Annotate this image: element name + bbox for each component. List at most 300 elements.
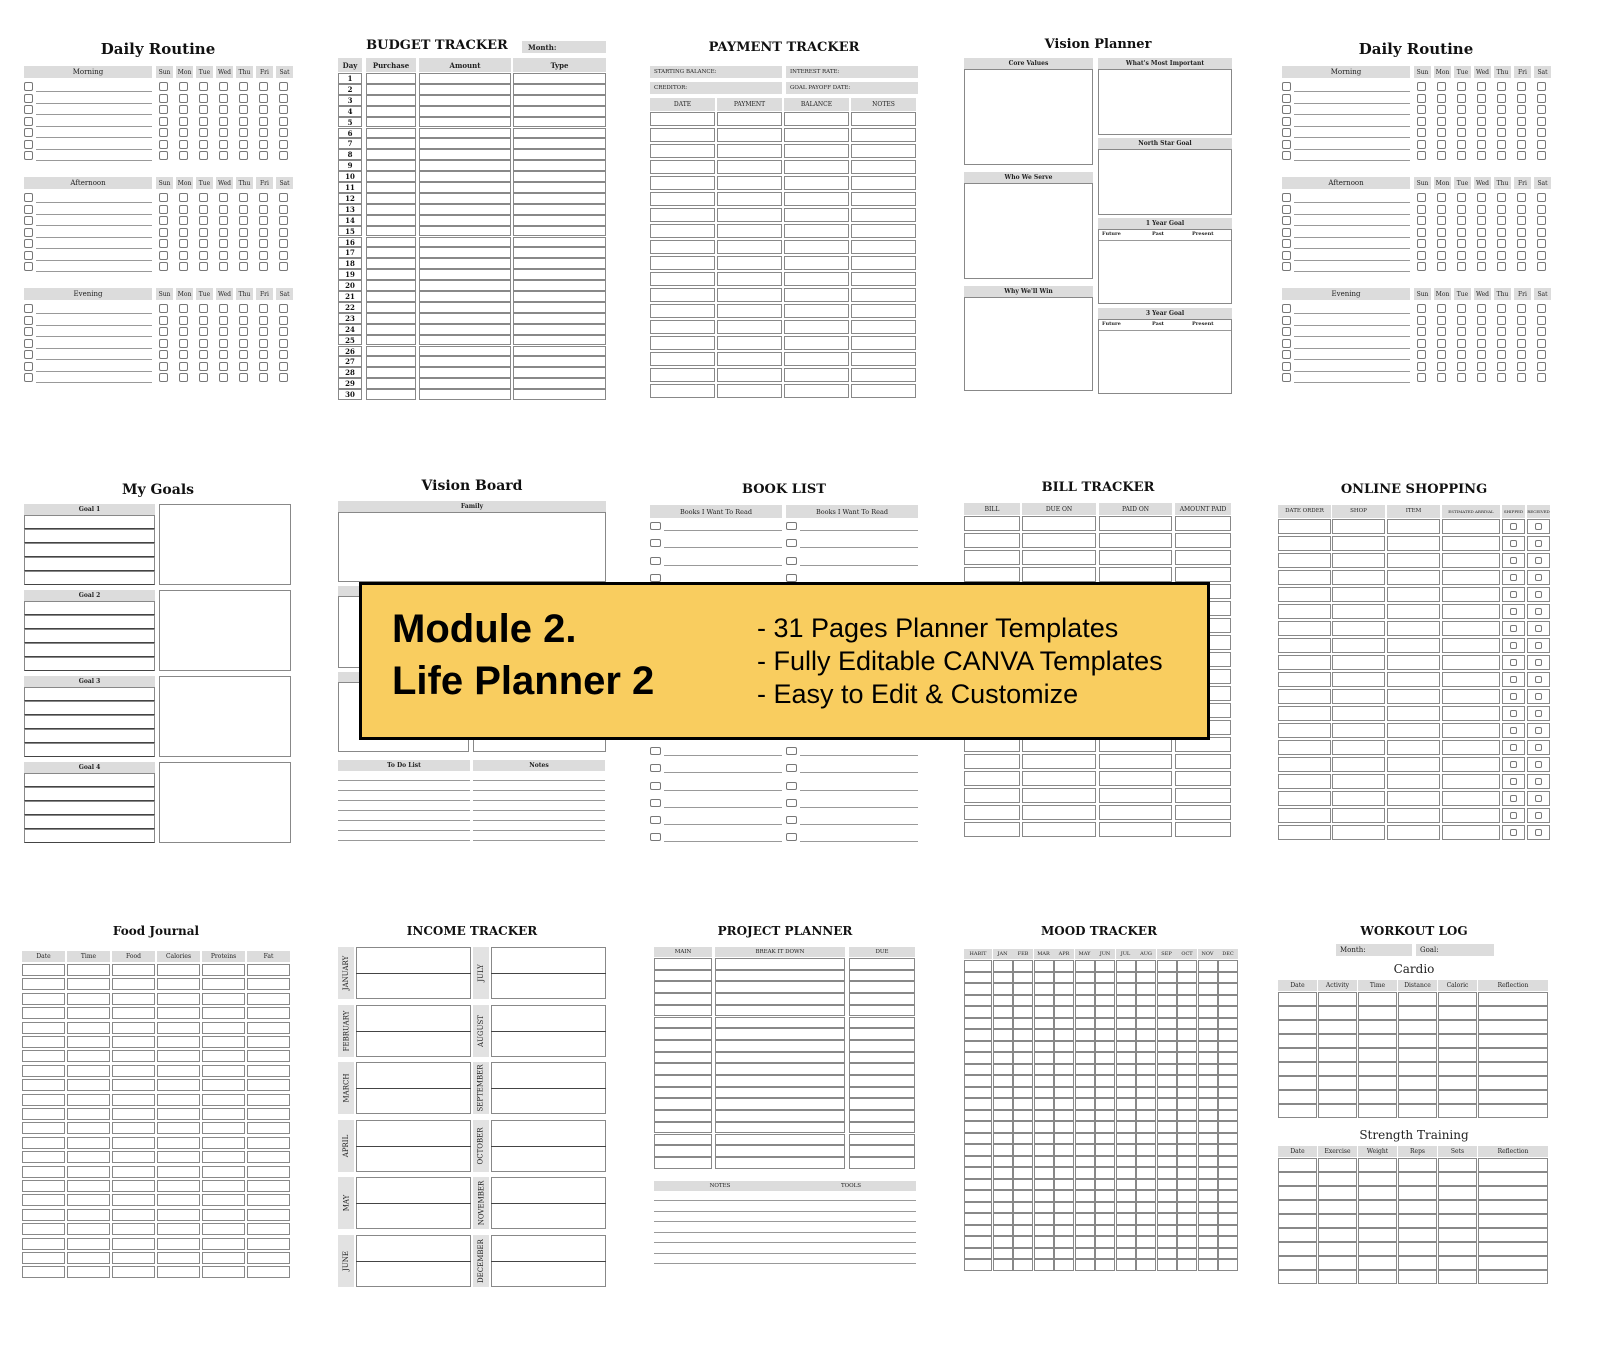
food-cell[interactable] <box>22 1194 65 1206</box>
task-checkbox[interactable] <box>24 239 33 248</box>
day-checkbox[interactable] <box>179 205 188 214</box>
day-checkbox[interactable] <box>239 316 248 325</box>
mood-cell[interactable] <box>1054 1098 1074 1110</box>
day-checkbox[interactable] <box>219 362 228 371</box>
strength-cell[interactable] <box>1358 1270 1397 1284</box>
day-checkbox[interactable] <box>1437 350 1446 359</box>
budget-cell[interactable] <box>513 291 606 302</box>
project-cell[interactable] <box>654 1075 712 1087</box>
project-cell[interactable] <box>849 1052 915 1064</box>
budget-cell[interactable] <box>366 335 416 346</box>
budget-cell[interactable] <box>513 106 606 117</box>
mood-cell[interactable] <box>1157 1018 1177 1030</box>
status-checkbox[interactable] <box>1510 761 1517 768</box>
goal-line[interactable] <box>24 687 155 701</box>
mood-cell[interactable] <box>1054 1052 1074 1064</box>
bill-cell[interactable] <box>1099 754 1172 769</box>
payment-cell[interactable] <box>650 256 715 270</box>
budget-cell[interactable] <box>513 128 606 139</box>
project-cell[interactable] <box>715 1087 845 1099</box>
mood-cell[interactable] <box>1054 1213 1074 1225</box>
food-cell[interactable] <box>22 1151 65 1163</box>
project-cell[interactable] <box>715 1063 845 1075</box>
project-cell[interactable] <box>715 1017 845 1029</box>
book-line[interactable] <box>800 824 918 825</box>
food-cell[interactable] <box>112 978 155 990</box>
day-checkbox[interactable] <box>219 327 228 336</box>
shopping-cell[interactable] <box>1332 740 1385 755</box>
project-cell[interactable] <box>715 1005 845 1017</box>
payment-cell[interactable] <box>717 176 782 190</box>
day-checkbox[interactable] <box>1497 193 1506 202</box>
bill-cell[interactable] <box>1022 822 1096 837</box>
payment-cell[interactable] <box>784 368 849 382</box>
mood-cell[interactable] <box>1013 1144 1033 1156</box>
mood-cell[interactable] <box>1013 1156 1033 1168</box>
day-checkbox[interactable] <box>199 339 208 348</box>
food-cell[interactable] <box>157 1194 200 1206</box>
day-checkbox[interactable] <box>1437 151 1446 160</box>
mood-cell[interactable] <box>1198 1156 1218 1168</box>
day-checkbox[interactable] <box>219 128 228 137</box>
day-checkbox[interactable] <box>199 151 208 160</box>
day-checkbox[interactable] <box>1457 228 1466 237</box>
day-checkbox[interactable] <box>1497 339 1506 348</box>
mood-cell[interactable] <box>993 1225 1013 1237</box>
shopping-cell[interactable] <box>1332 825 1385 840</box>
mood-cell[interactable] <box>1198 1041 1218 1053</box>
budget-cell[interactable] <box>513 160 606 171</box>
day-checkbox[interactable] <box>1517 339 1526 348</box>
day-checkbox[interactable] <box>159 117 168 126</box>
strength-cell[interactable] <box>1478 1214 1548 1228</box>
mood-cell[interactable] <box>1034 1202 1054 1214</box>
day-checkbox[interactable] <box>1457 128 1466 137</box>
food-cell[interactable] <box>247 1252 290 1264</box>
strength-cell[interactable] <box>1478 1270 1548 1284</box>
shopping-cell[interactable] <box>1442 808 1500 823</box>
bill-cell[interactable] <box>964 788 1020 803</box>
month-field[interactable]: Month: <box>522 41 606 53</box>
shopping-cell[interactable] <box>1278 774 1331 789</box>
mood-cell[interactable] <box>1136 1259 1156 1271</box>
book-checkbox[interactable] <box>786 816 797 824</box>
mood-cell[interactable] <box>1095 972 1115 984</box>
mood-cell[interactable] <box>1136 1213 1156 1225</box>
day-checkbox[interactable] <box>1477 251 1486 260</box>
mood-cell[interactable] <box>1136 972 1156 984</box>
mood-cell[interactable] <box>1198 1167 1218 1179</box>
mood-cell[interactable] <box>993 1006 1013 1018</box>
strength-cell[interactable] <box>1358 1172 1397 1186</box>
mood-cell[interactable] <box>1116 1167 1136 1179</box>
mood-cell[interactable] <box>1095 1018 1115 1030</box>
mood-cell[interactable] <box>1095 1259 1115 1271</box>
day-checkbox[interactable] <box>1437 262 1446 271</box>
day-checkbox[interactable] <box>259 327 268 336</box>
day-checkbox[interactable] <box>1517 94 1526 103</box>
task-checkbox[interactable] <box>24 105 33 114</box>
food-cell[interactable] <box>157 964 200 976</box>
mood-cell[interactable] <box>1198 1121 1218 1133</box>
mood-cell[interactable] <box>1013 1179 1033 1191</box>
mood-cell[interactable] <box>1177 1075 1197 1087</box>
food-cell[interactable] <box>67 1036 110 1048</box>
mood-cell[interactable] <box>1157 1190 1177 1202</box>
budget-cell[interactable] <box>366 73 416 84</box>
day-checkbox[interactable] <box>1477 82 1486 91</box>
day-checkbox[interactable] <box>159 128 168 137</box>
budget-cell[interactable] <box>419 73 511 84</box>
day-checkbox[interactable] <box>199 117 208 126</box>
shopping-cell[interactable] <box>1387 689 1440 704</box>
day-checkbox[interactable] <box>219 216 228 225</box>
day-checkbox[interactable] <box>179 339 188 348</box>
book-line[interactable] <box>800 841 918 842</box>
day-checkbox[interactable] <box>1437 373 1446 382</box>
project-cell[interactable] <box>654 1028 712 1040</box>
project-cell[interactable] <box>654 1063 712 1075</box>
budget-cell[interactable] <box>366 128 416 139</box>
writing-line[interactable] <box>473 800 605 801</box>
day-checkbox[interactable] <box>1457 362 1466 371</box>
food-cell[interactable] <box>247 1007 290 1019</box>
task-line[interactable] <box>1294 214 1410 215</box>
mood-cell[interactable] <box>1054 972 1074 984</box>
project-cell[interactable] <box>715 981 845 993</box>
budget-cell[interactable] <box>513 313 606 324</box>
mood-cell[interactable] <box>1198 1259 1218 1271</box>
shopping-cell[interactable] <box>1332 706 1385 721</box>
food-cell[interactable] <box>157 1050 200 1062</box>
mood-cell[interactable] <box>1136 1190 1156 1202</box>
book-line[interactable] <box>800 772 918 773</box>
day-checkbox[interactable] <box>259 128 268 137</box>
task-line[interactable] <box>1294 126 1410 127</box>
shopping-cell[interactable] <box>1278 553 1331 568</box>
day-checkbox[interactable] <box>239 151 248 160</box>
cardio-cell[interactable] <box>1318 1048 1357 1062</box>
project-cell[interactable] <box>849 970 915 982</box>
budget-cell[interactable] <box>419 193 511 204</box>
day-checkbox[interactable] <box>219 193 228 202</box>
mood-cell[interactable] <box>1177 1018 1197 1030</box>
day-checkbox[interactable] <box>159 339 168 348</box>
status-checkbox[interactable] <box>1535 812 1542 819</box>
mood-cell[interactable] <box>1157 1029 1177 1041</box>
shopping-cell[interactable] <box>1442 689 1500 704</box>
mood-cell[interactable] <box>1116 995 1136 1007</box>
mood-cell[interactable] <box>1075 1041 1095 1053</box>
food-cell[interactable] <box>247 1050 290 1062</box>
shopping-cell[interactable] <box>1387 740 1440 755</box>
bill-cell[interactable] <box>1175 788 1231 803</box>
budget-cell[interactable] <box>513 389 606 400</box>
task-line[interactable] <box>1294 313 1410 314</box>
mood-cell[interactable] <box>1013 1121 1033 1133</box>
project-cell[interactable] <box>654 1052 712 1064</box>
project-cell[interactable] <box>715 993 845 1005</box>
writing-line[interactable] <box>654 1232 786 1233</box>
mood-cell[interactable] <box>1075 1064 1095 1076</box>
shopping-cell[interactable] <box>1387 808 1440 823</box>
status-checkbox[interactable] <box>1535 744 1542 751</box>
day-checkbox[interactable] <box>1517 228 1526 237</box>
strength-cell[interactable] <box>1478 1228 1548 1242</box>
mood-cell[interactable] <box>1157 1041 1177 1053</box>
day-checkbox[interactable] <box>1457 239 1466 248</box>
book-line[interactable] <box>800 790 918 791</box>
mood-cell[interactable] <box>1116 1213 1136 1225</box>
mood-cell[interactable] <box>1157 1133 1177 1145</box>
food-cell[interactable] <box>22 1223 65 1235</box>
food-cell[interactable] <box>67 1238 110 1250</box>
mood-cell[interactable] <box>1116 1190 1136 1202</box>
budget-cell[interactable] <box>366 367 416 378</box>
day-checkbox[interactable] <box>1517 362 1526 371</box>
writing-line[interactable] <box>473 780 605 781</box>
task-checkbox[interactable] <box>24 362 33 371</box>
day-checkbox[interactable] <box>199 216 208 225</box>
mood-cell[interactable] <box>1198 1213 1218 1225</box>
strength-cell[interactable] <box>1318 1172 1357 1186</box>
mood-cell[interactable] <box>1054 1167 1074 1179</box>
day-checkbox[interactable] <box>1457 262 1466 271</box>
day-checkbox[interactable] <box>1537 216 1546 225</box>
day-checkbox[interactable] <box>1417 304 1426 313</box>
day-checkbox[interactable] <box>1497 350 1506 359</box>
mood-cell[interactable] <box>1034 1006 1054 1018</box>
mood-cell[interactable] <box>1116 1259 1136 1271</box>
day-checkbox[interactable] <box>219 304 228 313</box>
food-cell[interactable] <box>247 964 290 976</box>
strength-cell[interactable] <box>1358 1158 1397 1172</box>
day-checkbox[interactable] <box>179 94 188 103</box>
mood-cell[interactable] <box>1095 1087 1115 1099</box>
budget-cell[interactable] <box>513 324 606 335</box>
mood-cell[interactable] <box>964 1098 992 1110</box>
mood-cell[interactable] <box>1218 1179 1238 1191</box>
shopping-cell[interactable] <box>1442 519 1500 534</box>
project-cell[interactable] <box>849 1157 915 1169</box>
day-checkbox[interactable] <box>159 239 168 248</box>
budget-cell[interactable] <box>366 171 416 182</box>
food-cell[interactable] <box>22 1166 65 1178</box>
mood-cell[interactable] <box>1075 1133 1095 1145</box>
strength-cell[interactable] <box>1278 1214 1317 1228</box>
day-checkbox[interactable] <box>219 94 228 103</box>
payment-cell[interactable] <box>717 192 782 206</box>
day-checkbox[interactable] <box>219 262 228 271</box>
bill-cell[interactable] <box>1175 754 1231 769</box>
food-cell[interactable] <box>202 1209 245 1221</box>
mood-cell[interactable] <box>993 1075 1013 1087</box>
food-cell[interactable] <box>247 1194 290 1206</box>
strength-cell[interactable] <box>1398 1242 1437 1256</box>
mood-cell[interactable] <box>1157 1248 1177 1260</box>
goal-line[interactable] <box>24 773 155 787</box>
day-checkbox[interactable] <box>1537 105 1546 114</box>
task-line[interactable] <box>1294 382 1410 383</box>
mood-cell[interactable] <box>993 1121 1013 1133</box>
mood-cell[interactable] <box>1198 983 1218 995</box>
task-checkbox[interactable] <box>24 140 33 149</box>
mood-cell[interactable] <box>1116 1179 1136 1191</box>
budget-cell[interactable] <box>366 324 416 335</box>
food-cell[interactable] <box>22 1209 65 1221</box>
strength-cell[interactable] <box>1438 1242 1477 1256</box>
shopping-cell[interactable] <box>1332 689 1385 704</box>
day-checkbox[interactable] <box>1517 82 1526 91</box>
mood-cell[interactable] <box>1116 1110 1136 1122</box>
task-line[interactable] <box>1294 225 1410 226</box>
status-checkbox[interactable] <box>1510 625 1517 632</box>
writing-line[interactable] <box>654 1221 786 1222</box>
mood-cell[interactable] <box>1157 1236 1177 1248</box>
mood-cell[interactable] <box>964 1236 992 1248</box>
budget-cell[interactable] <box>366 95 416 106</box>
mood-cell[interactable] <box>1034 1029 1054 1041</box>
shopping-cell[interactable] <box>1442 825 1500 840</box>
bill-cell[interactable] <box>1022 788 1096 803</box>
day-checkbox[interactable] <box>1537 82 1546 91</box>
task-checkbox[interactable] <box>1282 117 1291 126</box>
food-cell[interactable] <box>22 1108 65 1120</box>
mood-cell[interactable] <box>1095 1121 1115 1133</box>
project-cell[interactable] <box>849 993 915 1005</box>
day-checkbox[interactable] <box>219 373 228 382</box>
food-cell[interactable] <box>157 1137 200 1149</box>
food-cell[interactable] <box>22 1252 65 1264</box>
day-checkbox[interactable] <box>1477 117 1486 126</box>
task-line[interactable] <box>1294 348 1410 349</box>
payment-cell[interactable] <box>784 352 849 366</box>
budget-cell[interactable] <box>419 95 511 106</box>
mood-cell[interactable] <box>1054 1018 1074 1030</box>
payment-cell[interactable] <box>851 144 916 158</box>
cardio-cell[interactable] <box>1358 992 1397 1006</box>
day-checkbox[interactable] <box>1537 94 1546 103</box>
budget-cell[interactable] <box>366 356 416 367</box>
project-cell[interactable] <box>849 1005 915 1017</box>
shopping-cell[interactable] <box>1442 791 1500 806</box>
project-cell[interactable] <box>715 1134 845 1146</box>
day-checkbox[interactable] <box>239 373 248 382</box>
mood-cell[interactable] <box>1218 1018 1238 1030</box>
strength-cell[interactable] <box>1398 1214 1437 1228</box>
payment-cell[interactable] <box>650 176 715 190</box>
day-checkbox[interactable] <box>259 316 268 325</box>
task-checkbox[interactable] <box>1282 228 1291 237</box>
mood-cell[interactable] <box>1116 1156 1136 1168</box>
mood-cell[interactable] <box>1198 960 1218 972</box>
shopping-cell[interactable] <box>1278 587 1331 602</box>
mood-cell[interactable] <box>1218 1098 1238 1110</box>
mood-cell[interactable] <box>1054 1236 1074 1248</box>
day-checkbox[interactable] <box>239 239 248 248</box>
task-line[interactable] <box>1294 160 1410 161</box>
food-cell[interactable] <box>67 1108 110 1120</box>
day-checkbox[interactable] <box>1417 216 1426 225</box>
goal-line[interactable] <box>24 829 155 843</box>
food-cell[interactable] <box>22 1065 65 1077</box>
payment-cell[interactable] <box>650 272 715 286</box>
day-checkbox[interactable] <box>279 128 288 137</box>
task-checkbox[interactable] <box>1282 262 1291 271</box>
food-cell[interactable] <box>247 1094 290 1106</box>
task-line[interactable] <box>1294 325 1410 326</box>
task-checkbox[interactable] <box>1282 216 1291 225</box>
food-cell[interactable] <box>157 1065 200 1077</box>
mood-cell[interactable] <box>1013 1133 1033 1145</box>
budget-cell[interactable] <box>419 204 511 215</box>
mood-cell[interactable] <box>1013 1098 1033 1110</box>
food-cell[interactable] <box>22 1094 65 1106</box>
project-cell[interactable] <box>654 1145 712 1157</box>
day-checkbox[interactable] <box>1437 193 1446 202</box>
day-checkbox[interactable] <box>179 151 188 160</box>
mood-cell[interactable] <box>1013 960 1033 972</box>
strength-cell[interactable] <box>1318 1256 1357 1270</box>
mood-cell[interactable] <box>1034 983 1054 995</box>
mood-cell[interactable] <box>1034 1225 1054 1237</box>
strength-cell[interactable] <box>1318 1200 1357 1214</box>
mood-cell[interactable] <box>1136 1110 1156 1122</box>
project-cell[interactable] <box>715 970 845 982</box>
task-line[interactable] <box>36 336 152 337</box>
project-cell[interactable] <box>849 1040 915 1052</box>
budget-cell[interactable] <box>513 193 606 204</box>
day-checkbox[interactable] <box>1437 128 1446 137</box>
day-checkbox[interactable] <box>1477 105 1486 114</box>
food-cell[interactable] <box>22 1137 65 1149</box>
budget-cell[interactable] <box>513 378 606 389</box>
project-cell[interactable] <box>715 1157 845 1169</box>
mood-cell[interactable] <box>993 1202 1013 1214</box>
mood-cell[interactable] <box>964 972 992 984</box>
mood-cell[interactable] <box>1136 1202 1156 1214</box>
day-checkbox[interactable] <box>1517 304 1526 313</box>
payment-cell[interactable] <box>717 160 782 174</box>
task-line[interactable] <box>36 248 152 249</box>
food-cell[interactable] <box>202 1065 245 1077</box>
shopping-cell[interactable] <box>1278 604 1331 619</box>
day-checkbox[interactable] <box>279 117 288 126</box>
budget-cell[interactable] <box>366 117 416 128</box>
mood-cell[interactable] <box>1034 1052 1054 1064</box>
budget-cell[interactable] <box>366 84 416 95</box>
shopping-cell[interactable] <box>1442 757 1500 772</box>
mood-cell[interactable] <box>1218 1259 1238 1271</box>
mood-cell[interactable] <box>1034 1018 1054 1030</box>
mood-cell[interactable] <box>1095 1041 1115 1053</box>
mood-cell[interactable] <box>1054 1225 1074 1237</box>
budget-cell[interactable] <box>513 247 606 258</box>
cardio-cell[interactable] <box>1478 1104 1548 1118</box>
cardio-cell[interactable] <box>1278 1048 1317 1062</box>
food-cell[interactable] <box>67 964 110 976</box>
shopping-cell[interactable] <box>1442 587 1500 602</box>
day-checkbox[interactable] <box>239 140 248 149</box>
shopping-cell[interactable] <box>1387 825 1440 840</box>
day-checkbox[interactable] <box>1457 339 1466 348</box>
mood-cell[interactable] <box>1136 1156 1156 1168</box>
day-checkbox[interactable] <box>239 117 248 126</box>
day-checkbox[interactable] <box>259 205 268 214</box>
payment-cell[interactable] <box>650 240 715 254</box>
payment-cell[interactable] <box>784 304 849 318</box>
mood-cell[interactable] <box>1136 1052 1156 1064</box>
